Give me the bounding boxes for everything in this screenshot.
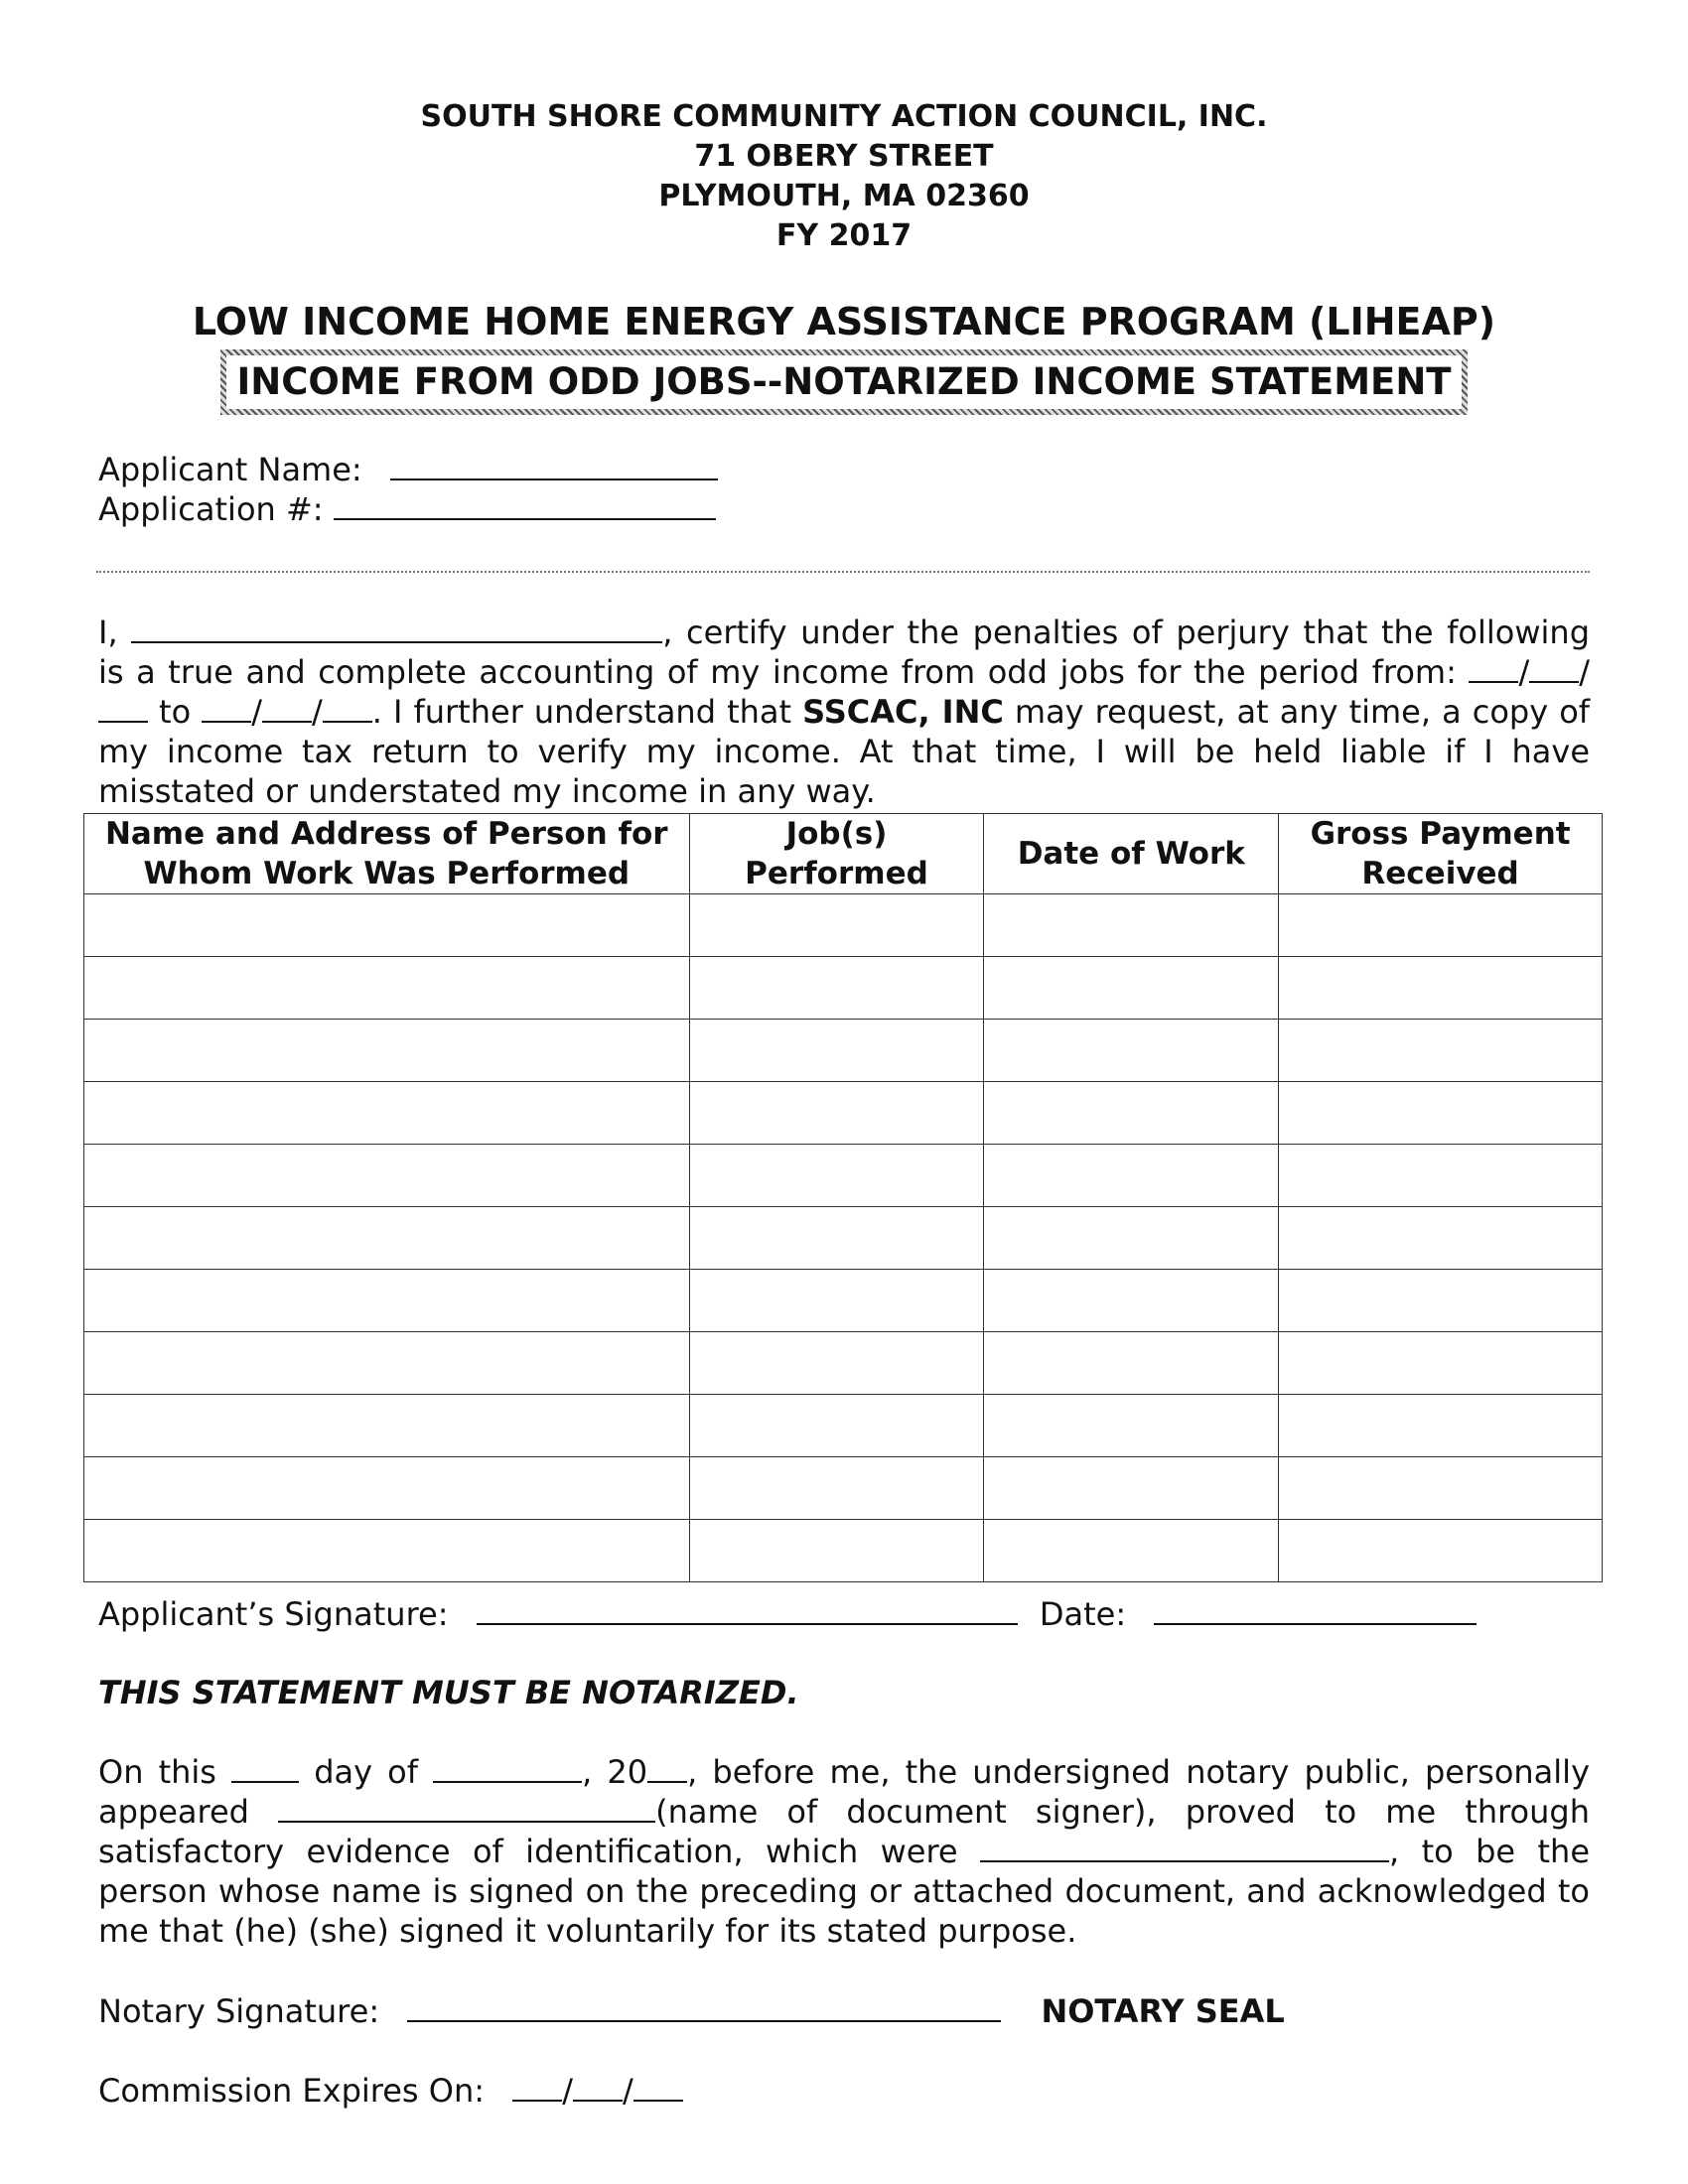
- jobs-cell[interactable]: [689, 1457, 984, 1520]
- employer-cell[interactable]: [84, 1457, 690, 1520]
- form-title-wrap: [0, 349, 1688, 415]
- jobs-cell[interactable]: [689, 1395, 984, 1457]
- notary-text-6: , to be the person whose name is signed on the preceding or attached document, and acknowledged to me that (he) (she) signed it voluntarily for its stated purpose.: [98, 1833, 1591, 1950]
- date-cell[interactable]: [984, 1332, 1279, 1395]
- payment-cell[interactable]: [1279, 1082, 1603, 1145]
- employer-cell[interactable]: [84, 1270, 690, 1332]
- table-row: [84, 1207, 1603, 1270]
- payment-cell[interactable]: [1279, 1207, 1603, 1270]
- table-row: [84, 1145, 1603, 1207]
- payment-cell[interactable]: [1279, 1395, 1603, 1457]
- notary-paragraph: [98, 1752, 1590, 1951]
- commission-month-field[interactable]: [512, 2070, 562, 2102]
- date-cell[interactable]: [984, 1270, 1279, 1332]
- header-date: Date of Work: [984, 814, 1279, 894]
- employer-cell[interactable]: [84, 1332, 690, 1395]
- odd-jobs-table: [83, 813, 1603, 1582]
- table-row: [84, 1457, 1603, 1520]
- notary-text-4: , before me, the undersigned notary public, personally appeared: [98, 1753, 1591, 1831]
- period-to-year-field[interactable]: [323, 693, 372, 723]
- payment-cell[interactable]: [1279, 1270, 1603, 1332]
- certification-paragraph: I, , certify under the penalties of perjury that the following is a true and complete accounting of my income from odd jobs for the period from: / / to / / . I further understand that SSCAC, INC may request, at any time, a copy of my income tax return to verify my income. At that time, I will be held liable if I have misstated or understated my income in any way.: [98, 614, 1591, 810]
- date-cell[interactable]: [984, 1395, 1279, 1457]
- employer-cell[interactable]: [84, 1082, 690, 1145]
- applicant-signature-label: Applicant’s Signature:: [98, 1595, 449, 1633]
- date-cell[interactable]: [984, 1082, 1279, 1145]
- form-title: INCOME FROM ODD JOBS--NOTARIZED INCOME STATEMENT: [236, 360, 1452, 403]
- notary-text-1: On this: [98, 1753, 216, 1791]
- commission-expires-label: Commission Expires On:: [98, 2072, 486, 2110]
- payment-cell[interactable]: [1279, 1520, 1603, 1582]
- applicant-signature-row: [98, 1593, 1477, 1634]
- jobs-cell[interactable]: [689, 1207, 984, 1270]
- signature-date-label: Date:: [1039, 1595, 1127, 1633]
- header-payment: Gross Payment Received: [1279, 814, 1603, 894]
- cert-text-1: I,: [98, 614, 118, 651]
- table-row: [84, 957, 1603, 1020]
- employer-cell[interactable]: [84, 894, 690, 957]
- payment-cell[interactable]: [1279, 957, 1603, 1020]
- document-signer-field[interactable]: [278, 1793, 655, 1823]
- payment-cell[interactable]: [1279, 1457, 1603, 1520]
- period-to-day-field[interactable]: [262, 693, 312, 723]
- table-row: [84, 1020, 1603, 1082]
- organization-header: [0, 97, 1688, 256]
- applicant-signature-field[interactable]: [477, 1593, 1018, 1625]
- cert-text-4: . I further understand that: [371, 693, 792, 731]
- jobs-cell[interactable]: [689, 1520, 984, 1582]
- table-row: [84, 1395, 1603, 1457]
- commission-expires-row: Commission Expires On: / /: [98, 2070, 683, 2111]
- header-jobs: Job(s) Performed: [689, 814, 984, 894]
- employer-cell[interactable]: [84, 1207, 690, 1270]
- jobs-cell[interactable]: [689, 1145, 984, 1207]
- employer-cell[interactable]: [84, 1020, 690, 1082]
- application-number-label: Application #:: [98, 490, 324, 528]
- employer-cell[interactable]: [84, 1395, 690, 1457]
- notary-signature-label: Notary Signature:: [98, 1992, 380, 2030]
- table-header-row: [84, 814, 1603, 894]
- applicant-name-row: [98, 449, 718, 489]
- notary-seal-label: NOTARY SEAL: [1041, 1992, 1285, 2030]
- table-row: [84, 1332, 1603, 1395]
- notarization-notice: THIS STATEMENT MUST BE NOTARIZED.: [98, 1674, 799, 1711]
- employer-cell[interactable]: [84, 1145, 690, 1207]
- commission-year-field[interactable]: [633, 2070, 683, 2102]
- application-number-row: [98, 488, 716, 529]
- jobs-cell[interactable]: [689, 894, 984, 957]
- payment-cell[interactable]: [1279, 1145, 1603, 1207]
- employer-cell[interactable]: [84, 1520, 690, 1582]
- org-city: PLYMOUTH, MA 02360: [658, 179, 1030, 213]
- jobs-cell[interactable]: [689, 1270, 984, 1332]
- period-from-year-field[interactable]: [98, 693, 148, 723]
- applicant-name-field[interactable]: [390, 449, 718, 480]
- org-name: SOUTH SHORE COMMUNITY ACTION COUNCIL, INC.: [420, 99, 1268, 134]
- period-from-month-field[interactable]: [1469, 653, 1518, 683]
- table-body: [84, 894, 1603, 1582]
- header-employer: Name and Address of Person for Whom Work Was Performed: [84, 814, 690, 894]
- employer-cell[interactable]: [84, 957, 690, 1020]
- org-street: 71 OBERY STREET: [694, 139, 994, 174]
- fiscal-year: FY 2017: [775, 218, 913, 253]
- cert-text-5: may request, at any time, a copy of my income tax return to verify my income. At that time, I will be held liable if I have misstated or understated my income in any way.: [98, 693, 1591, 810]
- notary-year-field[interactable]: [647, 1753, 687, 1783]
- date-cell[interactable]: [984, 1207, 1279, 1270]
- section-divider: [96, 571, 1590, 573]
- notary-text-3: , 20: [582, 1753, 648, 1791]
- table-row: [84, 894, 1603, 957]
- payment-cell[interactable]: [1279, 1332, 1603, 1395]
- date-cell[interactable]: [984, 1457, 1279, 1520]
- cert-text-2: , certify under the penalties of perjury that the following is a true and complete accounting of my income from odd jobs for the period from:: [98, 614, 1591, 691]
- application-number-field[interactable]: [334, 488, 716, 520]
- notary-text-2: day of: [314, 1753, 418, 1791]
- notary-month-field[interactable]: [433, 1753, 582, 1783]
- table-row: [84, 1270, 1603, 1332]
- period-to-month-field[interactable]: [202, 693, 251, 723]
- notary-day-field[interactable]: [231, 1753, 299, 1783]
- jobs-cell[interactable]: [689, 1332, 984, 1395]
- period-from-day-field[interactable]: [1529, 653, 1579, 683]
- program-title: LOW INCOME HOME ENERGY ASSISTANCE PROGRAM (LIHEAP): [192, 300, 1496, 343]
- date-cell[interactable]: [984, 1145, 1279, 1207]
- cert-org-name: SSCAC, INC: [802, 693, 1004, 731]
- identification-field[interactable]: [980, 1833, 1389, 1862]
- notary-text-5: (name of document signer), proved to me through satisfactory evidence of identification, which were: [98, 1793, 1591, 1870]
- cert-text-3: to: [159, 693, 192, 731]
- jobs-cell[interactable]: [689, 1020, 984, 1082]
- jobs-cell[interactable]: [689, 1082, 984, 1145]
- date-cell[interactable]: [984, 957, 1279, 1020]
- date-cell[interactable]: [984, 1020, 1279, 1082]
- table-row: [84, 1082, 1603, 1145]
- payment-cell[interactable]: [1279, 894, 1603, 957]
- commission-day-field[interactable]: [573, 2070, 623, 2102]
- certifier-name-field[interactable]: [131, 614, 662, 643]
- jobs-cell[interactable]: [689, 957, 984, 1020]
- signature-date-field[interactable]: [1154, 1593, 1477, 1625]
- table-row: [84, 1520, 1603, 1582]
- date-cell[interactable]: [984, 1520, 1279, 1582]
- payment-cell[interactable]: [1279, 1020, 1603, 1082]
- date-cell[interactable]: [984, 894, 1279, 957]
- notary-signature-row: [98, 1990, 1285, 2031]
- notary-signature-field[interactable]: [407, 1990, 1001, 2022]
- applicant-name-label: Applicant Name:: [98, 451, 362, 488]
